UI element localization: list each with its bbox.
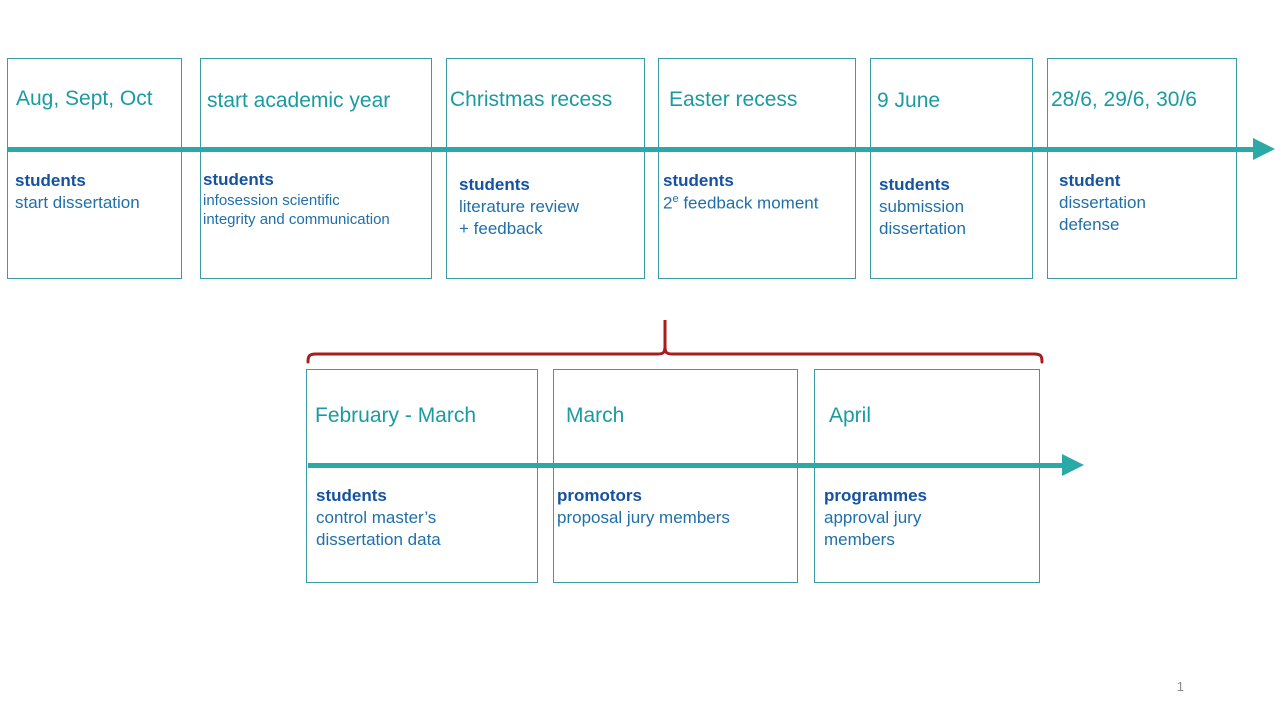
- actor-label-4: students: [663, 171, 734, 190]
- timeline-card-period-1: Aug, Sept, Oct: [16, 87, 153, 110]
- bottom-actor-label-2: promotors: [557, 486, 642, 505]
- page-number: 1: [1176, 679, 1184, 694]
- detail-line-2-1: infosession scientific: [203, 191, 340, 209]
- bottom-detail-1-2: dissertation data: [316, 529, 441, 549]
- bottom-card-text-2: [557, 485, 730, 529]
- bottom-actor-label-1: students: [316, 486, 387, 505]
- timeline-arrow-bottom-line: [308, 463, 1063, 468]
- bottom-actor-label-3: programmes: [824, 486, 927, 505]
- bottom-detail-1-1: control master’s: [316, 507, 437, 527]
- timeline-card-text-4: [663, 170, 818, 214]
- timeline-card-period-4: Easter recess: [669, 88, 798, 111]
- detail-line-4-1: 2e feedback moment: [663, 192, 819, 213]
- timeline-card-text-2: [203, 169, 390, 229]
- detail-line-3-1: literature review: [459, 196, 579, 216]
- timeline-arrow-bottom-head: [1062, 454, 1084, 476]
- bottom-card-period-2: March: [566, 404, 625, 427]
- detail-line-6-2: defense: [1059, 214, 1120, 234]
- bottom-detail-3-1: approval jury: [824, 507, 922, 527]
- timeline-card-february-march: [306, 369, 538, 583]
- timeline-card-period-6: 28/6, 29/6, 30/6: [1051, 88, 1197, 111]
- bottom-detail-3-2: members: [824, 529, 895, 549]
- bottom-detail-2-1: proposal jury members: [557, 507, 730, 527]
- grouping-brace: [300, 318, 1050, 368]
- timeline-card-period-3: Christmas recess: [450, 88, 613, 111]
- actor-label-1: students: [15, 171, 86, 190]
- bottom-card-period-3: April: [829, 404, 872, 427]
- detail-line-1-1: start dissertation: [15, 192, 140, 212]
- timeline-card-period-5: 9 June: [877, 89, 941, 112]
- detail-line-3-2: + feedback: [459, 218, 543, 238]
- detail-line-5-2: dissertation: [879, 218, 966, 238]
- timeline-arrow-top-line: [8, 147, 1255, 152]
- timeline-card-april: [814, 369, 1040, 583]
- bottom-card-text-1: [316, 485, 441, 550]
- actor-label-6: student: [1059, 171, 1121, 190]
- timeline-card-march: [553, 369, 798, 583]
- actor-label-5: students: [879, 175, 950, 194]
- bottom-card-period-1: February - March: [315, 404, 477, 427]
- actor-label-2: students: [203, 170, 274, 189]
- timeline-card-text-6: [1059, 170, 1146, 235]
- timeline-card-text-5: [879, 174, 966, 239]
- bottom-card-text-3: [824, 485, 927, 550]
- timeline-arrow-top-head: [1253, 138, 1275, 160]
- timeline-card-text-3: [459, 174, 579, 239]
- detail-line-5-1: submission: [879, 196, 965, 216]
- timeline-card-period-2: start academic year: [207, 89, 391, 112]
- timeline-card-text-1: [15, 170, 140, 214]
- actor-label-3: students: [459, 175, 530, 194]
- detail-line-6-1: dissertation: [1059, 192, 1146, 212]
- detail-line-2-2: integrity and communication: [203, 210, 390, 228]
